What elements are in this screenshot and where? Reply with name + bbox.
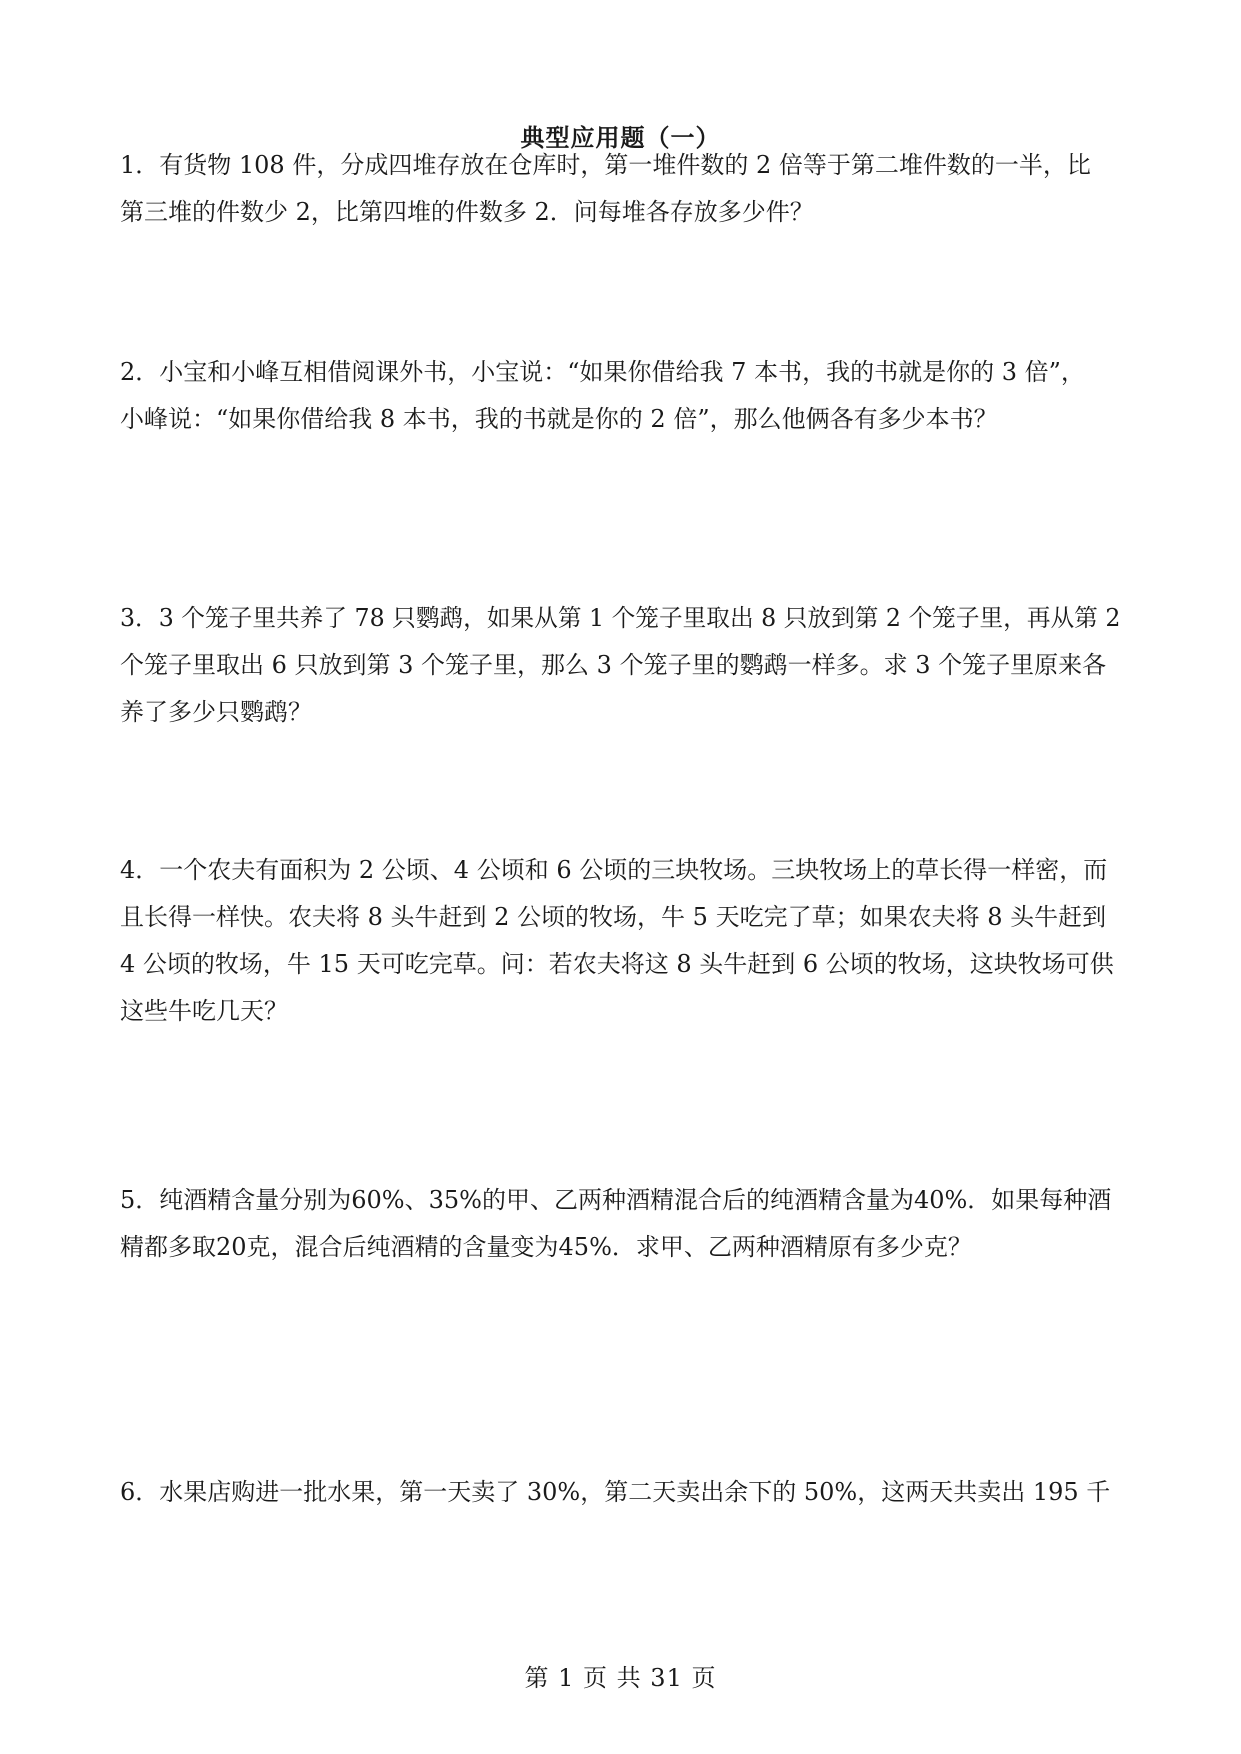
problem-line: 个笼子里取出 6 只放到第 3 个笼子里，那么 3 个笼子里的鹦鹉一样多。求 3 个笼子里原来各 <box>120 651 1107 679</box>
problem-line: 1．有货物 108 件，分成四堆存放在仓库时，第一堆件数的 2 倍等于第二堆件数的一半，比 <box>120 151 1091 179</box>
page-title: 典型应用题（一） <box>520 123 721 152</box>
problem-line: 养了多少只鹦鹉？ <box>120 698 312 726</box>
page-footer: 第 1 页 共 31 页 <box>524 1664 717 1692</box>
problem-line: 且长得一样快。农夫将 8 头牛赶到 2 公顷的牧场，牛 5 天吃完了草；如果农夫将 8 头牛赶到 <box>120 903 1107 931</box>
problem-line: 小峰说：“如果你借给我 8 本书，我的书就是你的 2 倍”，那么他俩各有多少本书？ <box>120 405 998 433</box>
problem-line: 这些牛吃几天？ <box>120 997 288 1025</box>
problem-line: 4．一个农夫有面积为 2 公顷、4 公顷和 6 公顷的三块牧场。三块牧场上的草长得一样密，而 <box>120 856 1108 884</box>
problem-line: 第三堆的件数少 2，比第四堆的件数多 2．问每堆各存放多少件？ <box>120 198 814 226</box>
problem-line: 4 公顷的牧场，牛 15 天可吃完草。问：若农夫将这 8 头牛赶到 6 公顷的牧场，这块牧场可供 <box>120 950 1114 978</box>
problem-line: 6．水果店购进一批水果，第一天卖了 30%，第二天卖出余下的 50%，这两天共卖出 195 千 <box>120 1478 1111 1506</box>
problem-line: 2．小宝和小峰互相借阅课外书，小宝说：“如果你借给我 7 本书，我的书就是你的 3 倍”， <box>120 358 1085 386</box>
problem-line: 3．3 个笼子里共养了 78 只鹦鹉，如果从第 1 个笼子里取出 8 只放到第 2 个笼子里，再从第 2 <box>120 604 1121 632</box>
problem-line: 5．纯酒精含量分别为60%、35%的甲、乙两种酒精混合后的纯酒精含量为40%．如果每种酒 <box>120 1186 1112 1214</box>
problem-line: 精都多取20克，混合后纯酒精的含量变为45%．求甲、乙两种酒精原有多少克？ <box>120 1233 972 1261</box>
